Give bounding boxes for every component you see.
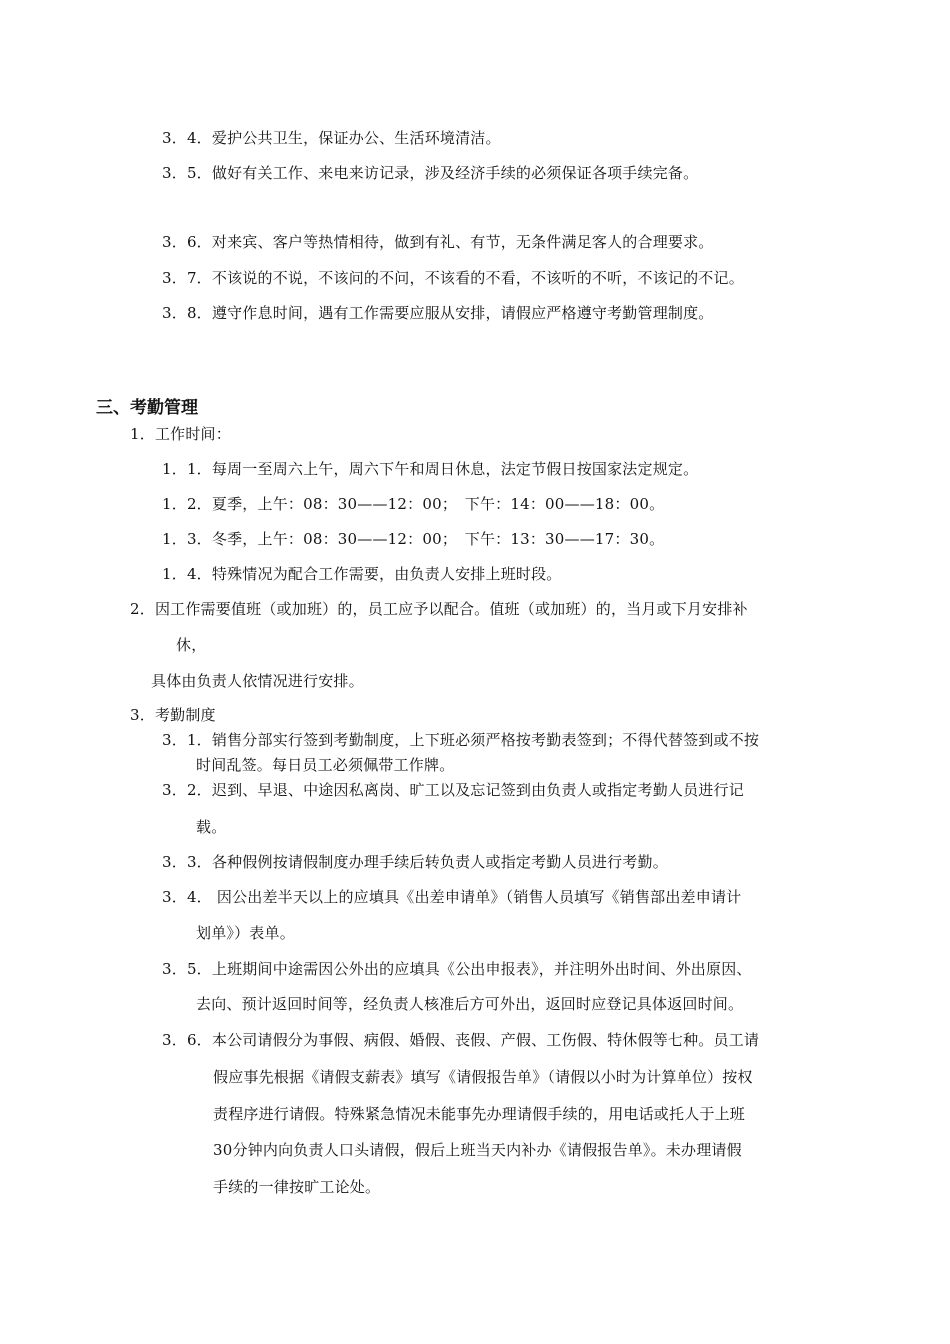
item-continuation: 责程序进行请假。特殊紧急情况未能事先办理请假手续的，用电话或托人于上班	[213, 1105, 746, 1123]
item-number: 3．1．	[162, 731, 212, 749]
list-item	[162, 232, 714, 252]
item-number: 3．7．	[162, 269, 212, 287]
list-item	[162, 1030, 759, 1050]
item-number: 1．1．	[162, 460, 212, 478]
item-text: 工作时间：	[154, 425, 231, 443]
item-text: 遵守作息时间，遇有工作需要应服从安排，请假应严格遵守考勤管理制度。	[211, 304, 714, 322]
list-item	[162, 564, 562, 584]
item-number: 1．2．	[162, 495, 212, 513]
item-number: 2．	[130, 600, 155, 618]
item-text: 做好有关工作、来电来访记录，涉及经济手续的必须保证各项手续完备。	[211, 164, 699, 182]
item-text: 考勤制度	[154, 706, 216, 724]
item-text: 每周一至周六上午，周六下午和周日休息，法定节假日按国家法定规定。	[211, 460, 699, 478]
item-text: 对来宾、客户等热情相待，做到有礼、有节，无条件满足客人的合理要求。	[211, 233, 714, 251]
item-number: 1．3．	[162, 530, 212, 548]
item-text: 爱护公共卫生，保证办公、生活环境清洁。	[211, 129, 501, 147]
item-number: 3．6．	[162, 233, 212, 251]
item-continuation: 手续的一律按旷工论处。	[213, 1178, 381, 1196]
list-item	[162, 959, 752, 979]
list-item	[162, 852, 668, 872]
item-text: 上班期间中途需因公外出的应填具《公出申报表》，并注明外出时间、外出原因、	[211, 960, 752, 978]
item-continuation: 划单》）表单。	[196, 924, 295, 942]
item-continuation: 时间乱签。每日员工必须佩带工作牌。	[196, 756, 455, 774]
list-item	[162, 494, 664, 514]
list-item	[162, 128, 501, 148]
item-text: 各种假例按请假制度办理手续后转负责人或指定考勤人员进行考勤。	[211, 853, 668, 871]
item-number: 3．5．	[162, 164, 212, 182]
item-text: 不该说的不说，不该问的不问，不该看的不看，不该听的不听，不该记的不记。	[211, 269, 744, 287]
item-number: 3．8．	[162, 304, 212, 322]
item-text: 本公司请假分为事假、病假、婚假、丧假、产假、工伤假、特休假等七种。员工请	[211, 1031, 760, 1049]
item-number: 3．4．	[162, 129, 212, 147]
list-item	[162, 529, 664, 549]
item-continuation: 假应事先根据《请假支薪表》填写《请假报告单》（请假以小时为计算单位）按权	[213, 1068, 753, 1086]
item-text: 夏季，上午：08：30——12：00； 下午：14：00——18：00。	[211, 495, 665, 513]
list-item	[162, 780, 744, 800]
item-number: 3．4．	[162, 888, 212, 906]
list-item	[162, 459, 698, 479]
list-item	[162, 303, 714, 323]
item-text: 冬季，上午：08：30——12：00； 下午：13：30——17：30。	[211, 530, 665, 548]
item-text: 因工作需要值班（或加班）的，员工应予以配合。值班（或加班）的，当月或下月安排补	[154, 600, 748, 618]
list-item	[130, 424, 231, 444]
item-number: 3．6．	[162, 1031, 212, 1049]
item-number: 3．	[130, 706, 155, 724]
item-continuation: 休，	[176, 636, 207, 654]
list-item	[130, 599, 748, 619]
item-text: 销售分部实行签到考勤制度，上下班必须严格按考勤表签到；不得代替签到或不按	[211, 731, 760, 749]
item-number: 3．2．	[162, 781, 212, 799]
item-continuation: 去向、预计返回时间等，经负责人核准后方可外出，返回时应登记具体返回时间。	[196, 995, 744, 1013]
item-number: 3．3．	[162, 853, 212, 871]
list-item	[162, 887, 741, 907]
item-text: 因公出差半天以上的应填具《出差申请单》（销售人员填写《销售部出差申请计	[211, 888, 742, 906]
list-item	[162, 268, 744, 288]
list-item	[162, 163, 698, 183]
list-item	[162, 730, 759, 750]
section-heading: 三、考勤管理	[96, 398, 198, 418]
item-number: 1．	[130, 425, 155, 443]
item-continuation: 30分钟内向负责人口头请假，假后上班当天内补办《请假报告单》。未办理请假	[213, 1141, 742, 1159]
item-continuation: 载。	[196, 818, 227, 836]
list-item	[130, 705, 216, 725]
item-text: 特殊情况为配合工作需要，由负责人安排上班时段。	[211, 565, 562, 583]
item-number: 3．5．	[162, 960, 212, 978]
item-continuation: 具体由负责人依情况进行安排。	[151, 672, 364, 690]
item-number: 1．4．	[162, 565, 212, 583]
item-text: 迟到、早退、中途因私离岗、旷工以及忘记签到由负责人或指定考勤人员进行记	[211, 781, 744, 799]
